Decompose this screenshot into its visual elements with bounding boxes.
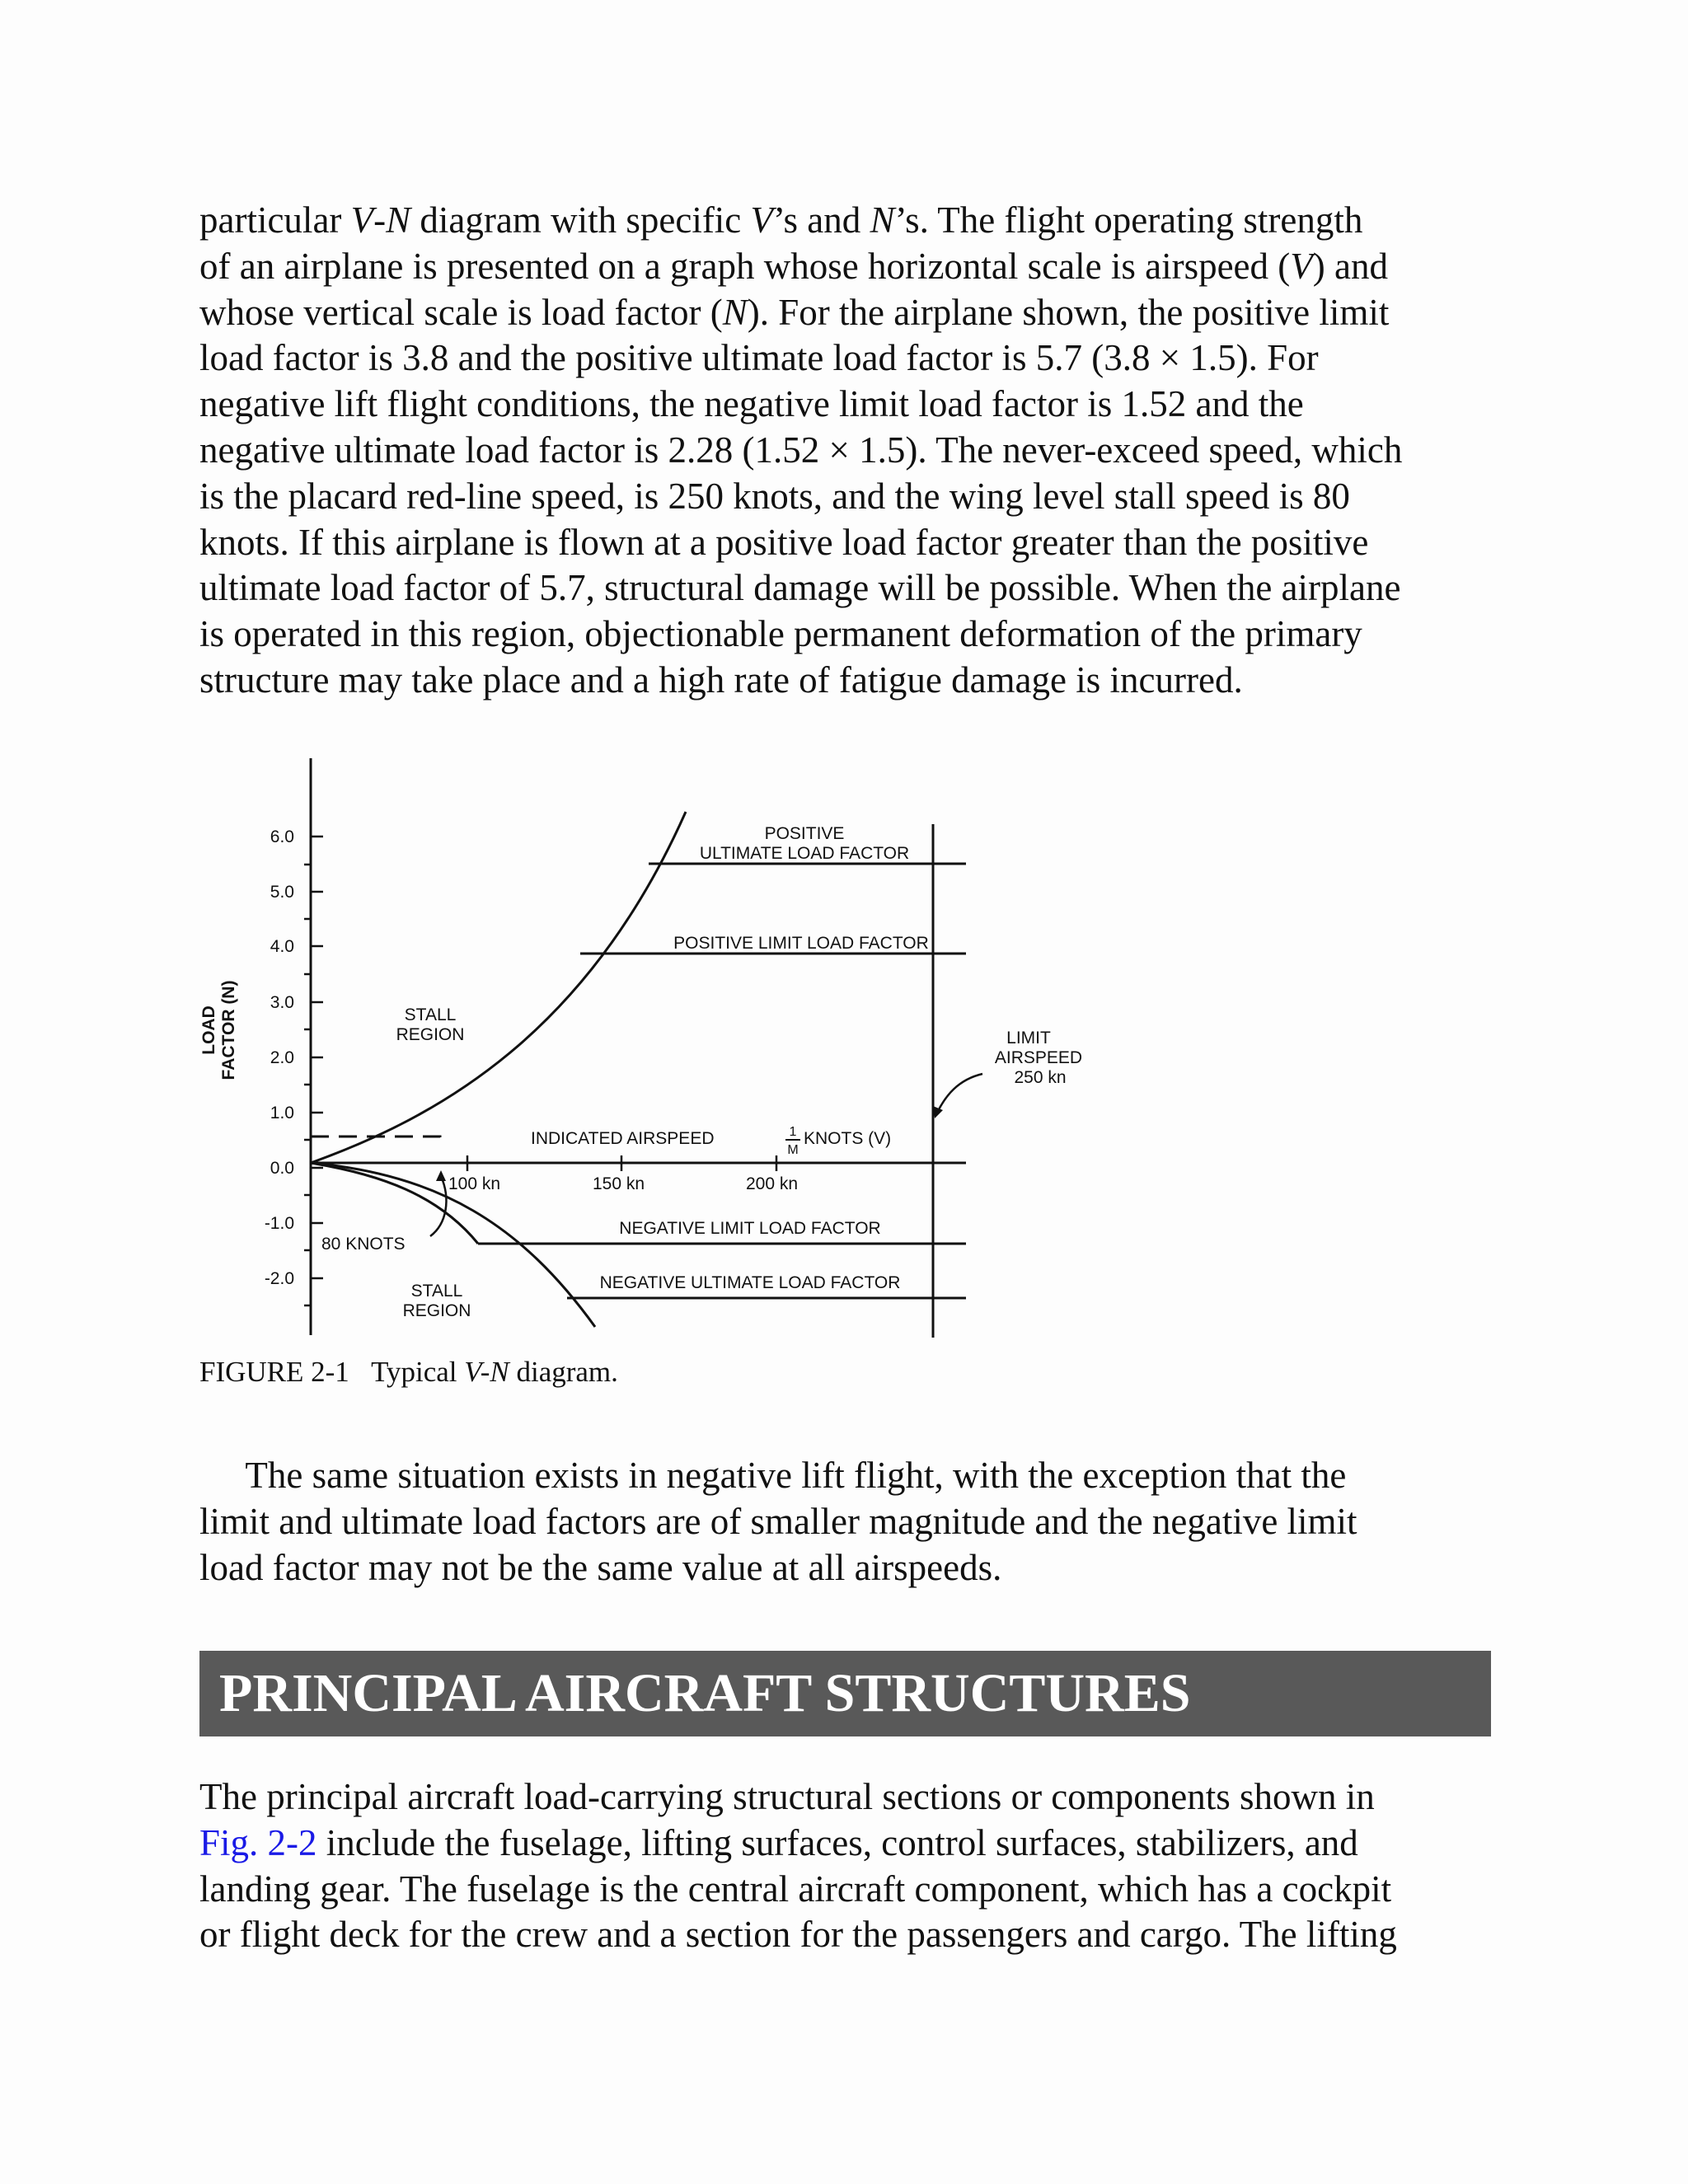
text-segment: ’s and [773, 199, 870, 241]
y-axis-label [199, 981, 238, 1080]
vn-diagram-figure [191, 746, 1114, 1347]
text-line [199, 1821, 1493, 1867]
text-segment: negative ultimate load factor is 2.28 (1.52 × 1.5). The never-exceed speed, which [199, 429, 1403, 471]
figure-caption [199, 1356, 618, 1389]
paragraph-principal-structures [199, 1774, 1493, 1958]
text-line [199, 198, 1493, 244]
text-line [199, 1453, 1493, 1499]
stall-speed-label: 80 KNOTS [321, 1235, 406, 1254]
text-segment: ’s. The flight operating strength [894, 199, 1363, 241]
text-segment: landing gear. The fuselage is the central aircraft component, which has a cockpit [199, 1868, 1392, 1910]
limit-airspeed-label-line2: AIRSPEED [994, 1048, 1083, 1067]
y-tick-label: -2.0 [264, 1269, 294, 1288]
y-tick-marks [304, 837, 323, 1305]
y-tick-label: 3.0 [270, 993, 294, 1012]
y-tick-label: -1.0 [264, 1214, 294, 1233]
italic-text: V [350, 199, 374, 241]
italic-text: V [1290, 245, 1313, 287]
text-segment: ultimate load factor of 5.7, structural damage will be possible. When the airplane [199, 567, 1401, 609]
positive-ultimate-label-line2: ULTIMATE LOAD FACTOR [699, 844, 910, 863]
text-segment: particular [199, 199, 351, 241]
stall-region-upper-line2: REGION [396, 1025, 465, 1044]
limit-airspeed-label-line3: 250 kn [1014, 1068, 1067, 1087]
text-segment: - [373, 199, 387, 241]
caption-text-italic: V-N [464, 1356, 509, 1388]
text-line [199, 612, 1493, 658]
text-line [199, 290, 1493, 336]
x-tick-labels [448, 1174, 798, 1193]
text-segment: ). For the airplane shown, the positive limit [747, 291, 1390, 333]
text-segment: The principal aircraft load-carrying structural sections or components shown in [199, 1776, 1375, 1817]
text-line [199, 658, 1493, 704]
figure-reference-link[interactable]: Fig. 2-2 [199, 1821, 317, 1863]
x-axis-label-right: KNOTS (V) [804, 1129, 892, 1148]
y-axis-label-line1: LOAD [199, 1005, 218, 1055]
section-heading: PRINCIPAL AIRCRAFT STRUCTURES [219, 1663, 1191, 1723]
y-tick-label: 2.0 [270, 1048, 294, 1067]
text-segment: include the fuselage, lifting surfaces, control surfaces, stabilizers, and [316, 1821, 1358, 1863]
y-tick-label: 5.0 [270, 883, 294, 902]
negative-ultimate-label: NEGATIVE ULTIMATE LOAD FACTOR [599, 1273, 901, 1292]
paragraph-negative-lift [199, 1453, 1493, 1591]
one-g-dashed-line [311, 1137, 440, 1146]
y-tick-label: 4.0 [270, 937, 294, 956]
italic-text: N [386, 199, 411, 241]
positive-limit-label: POSITIVE LIMIT LOAD FACTOR [673, 934, 929, 953]
limit-airspeed-pointer [937, 1074, 982, 1113]
stall-region-upper-line1: STALL [404, 1005, 457, 1024]
text-segment: ) and [1312, 245, 1388, 287]
text-segment: is the placard red-line speed, is 250 knots, and the wing level stall speed is 80 [199, 475, 1350, 517]
text-segment: limit and ultimate load factors are of smaller magnitude and the negative limit [199, 1500, 1357, 1542]
text-segment: load factor is 3.8 and the positive ultimate load factor is 5.7 (3.8 × 1.5). For [199, 337, 1319, 379]
stall-speed-arrowhead [436, 1170, 446, 1181]
italic-text: N [870, 199, 895, 241]
upper-stall-curve [311, 812, 686, 1163]
text-line [199, 520, 1493, 566]
x-axis-frac-numerator: 1 [789, 1125, 797, 1139]
text-line [199, 335, 1493, 382]
paragraph-vn-diagram-intro [199, 198, 1493, 704]
caption-label: FIGURE 2-1 [199, 1356, 349, 1388]
y-tick-labels [265, 827, 294, 1288]
text-line [199, 1912, 1493, 1958]
y-tick-label: 0.0 [270, 1159, 294, 1178]
x-tick-label: 200 kn [746, 1174, 799, 1193]
text-line [199, 1867, 1493, 1913]
text-line [199, 428, 1493, 474]
text-segment: whose vertical scale is load factor ( [199, 291, 723, 333]
x-axis-label-left: INDICATED AIRSPEED [531, 1129, 715, 1148]
text-segment: load factor may not be the same value at all airspeeds. [199, 1546, 1002, 1588]
positive-ultimate-label-line1: POSITIVE [764, 824, 845, 843]
stall-region-lower-line2: REGION [402, 1301, 471, 1320]
text-segment: The same situation exists in negative lift flight, with the exception that the [199, 1455, 1347, 1496]
text-segment: knots. If this airplane is flown at a positive load factor greater than the positive [199, 521, 1369, 563]
y-tick-label: 1.0 [270, 1104, 294, 1122]
text-line [199, 474, 1493, 520]
caption-text-post: diagram. [509, 1356, 618, 1388]
text-segment: diagram with specific [410, 199, 751, 241]
text-line [199, 1545, 1493, 1591]
x-tick-label: 150 kn [593, 1174, 645, 1193]
stall-region-lower-line1: STALL [410, 1282, 463, 1301]
y-tick-label: 6.0 [270, 827, 294, 846]
x-axis-label [531, 1125, 891, 1157]
text-segment: negative lift flight conditions, the negative limit load factor is 1.52 and the [199, 383, 1304, 425]
text-segment: of an airplane is presented on a graph whose horizontal scale is airspeed ( [199, 245, 1291, 287]
x-axis-frac-denominator: M [787, 1143, 799, 1157]
italic-text: V [750, 199, 774, 241]
text-segment: or flight deck for the crew and a section for the passengers and cargo. The lifting [199, 1914, 1397, 1956]
text-line [199, 382, 1493, 428]
negative-limit-label: NEGATIVE LIMIT LOAD FACTOR [619, 1219, 881, 1238]
text-line [199, 1499, 1493, 1545]
text-line [199, 565, 1493, 612]
limit-airspeed-arrowhead [933, 1106, 943, 1118]
text-segment: structure may take place and a high rate of fatigue damage is incurred. [199, 658, 1243, 701]
italic-text: N [722, 291, 748, 333]
y-axis-label-line2: FACTOR (N) [219, 980, 238, 1080]
caption-text-pre: Typical [371, 1356, 465, 1388]
text-segment: is operated in this region, objectionable permanent deformation of the primary [199, 613, 1362, 655]
text-line [199, 1774, 1493, 1821]
x-tick-label: 100 kn [448, 1174, 501, 1193]
section-heading-bar [199, 1651, 1491, 1736]
text-line [199, 244, 1493, 290]
limit-airspeed-label-line1: LIMIT [1006, 1029, 1051, 1047]
